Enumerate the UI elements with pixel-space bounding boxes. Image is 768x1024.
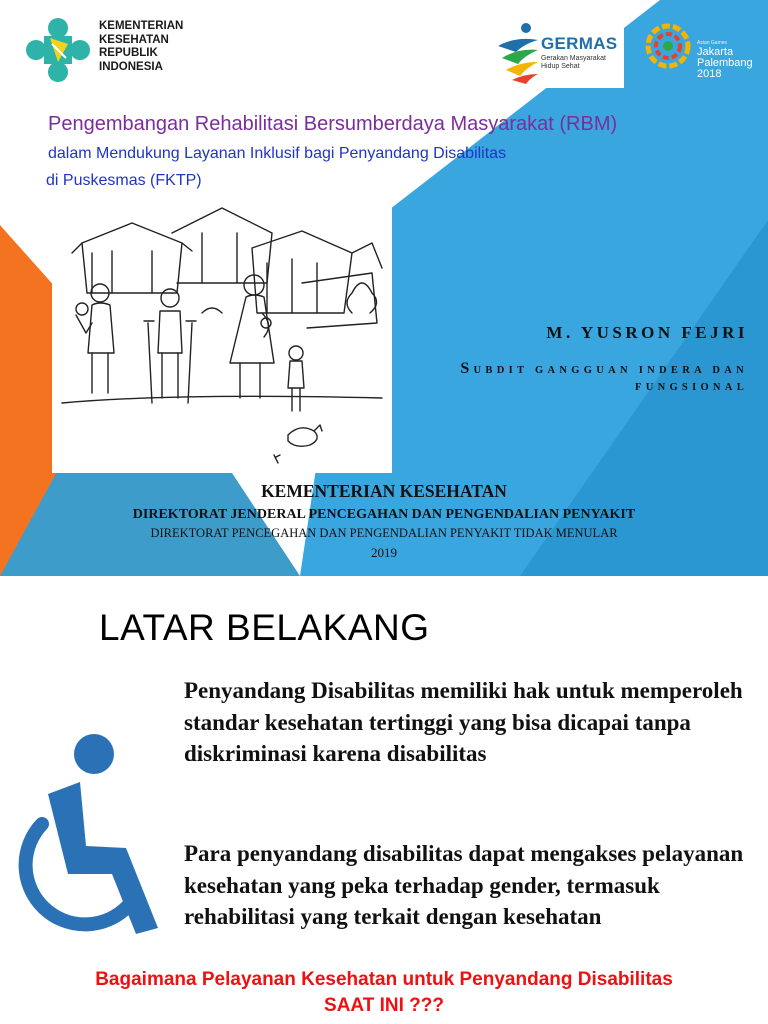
key-question-line: SAAT INI ??? [324, 995, 444, 1016]
asian-games-year: 2018 [697, 68, 722, 80]
village-illustration [52, 193, 392, 473]
slide-heading: LATAR BELAKANG [99, 607, 430, 648]
logo-line: REPUBLIK [99, 47, 158, 59]
asian-games-logo [640, 14, 758, 88]
slide-subtitle-2: di Puskesmas (FKTP) [46, 172, 202, 189]
slide-subtitle: dalam Mendukung Layanan Inklusif bagi Penyandang Disabilitas [48, 145, 507, 162]
asian-games-emblem-icon [644, 22, 692, 70]
background-paragraph-2: Para penyandang disabilitas dapat mengakses pelayanan kesehatan yang peka terhadap gender, termasuk rehabilitasi yang terkait dengan kesehatan [184, 841, 744, 929]
asian-games-small-text: Asian Games [697, 40, 728, 46]
presentation-year: 2019 [371, 545, 397, 560]
asian-games-city-line: Palembang [697, 57, 753, 69]
subdivision-initial: S [460, 360, 474, 377]
author-subdivision [388, 360, 748, 396]
logo-line: KESEHATAN [99, 33, 169, 46]
subdivision-text: UBDIT GANGGUAN INDERA DAN FUNGSIONAL [473, 365, 748, 393]
logo-line: KEMENTERIAN [99, 20, 184, 32]
background-slide [0, 576, 768, 1024]
key-question-line: Bagaimana Pelayanan Kesehatan untuk Penyandang Disabilitas [95, 969, 673, 990]
directorate-general: DIREKTORAT JENDERAL PENCEGAHAN DAN PENGENDALIAN PENYAKIT [132, 507, 636, 522]
asian-games-city-line: Jakarta [697, 46, 734, 58]
germas-swoosh-icon [494, 18, 544, 84]
germas-logo [494, 14, 624, 88]
logo-line: INDONESIA [99, 60, 163, 73]
ministry-name: KEMENTERIAN KESEHATAN [261, 481, 507, 501]
directorate: DIREKTORAT PENCEGAHAN DAN PENGENDALIAN PENYAKIT TIDAK MENULAR [150, 526, 618, 540]
kemenkes-logo-icon [22, 14, 94, 86]
slide-title: Pengembangan Rehabilitasi Bersumberdaya Masyarakat (RBM) [48, 113, 618, 135]
germas-tagline [541, 55, 606, 71]
germas-word: GERMAS [541, 34, 618, 53]
author-name: M. YUSRON FEJRI [546, 323, 748, 342]
germas-tagline-line: Gerakan Masyarakat [541, 55, 606, 62]
kemenkes-logo-text [99, 20, 183, 74]
asian-games-city [697, 47, 753, 80]
key-question [0, 967, 768, 1019]
wheelchair-icon [8, 716, 168, 936]
germas-tagline-line: Hidup Sehat [541, 63, 580, 70]
background-paragraph-1: Penyandang Disabilitas memiliki hak untuk memperoleh standar kesehatan tertinggi yang bisa dicapai tanpa diskriminasi karena disabilitas [184, 678, 743, 766]
